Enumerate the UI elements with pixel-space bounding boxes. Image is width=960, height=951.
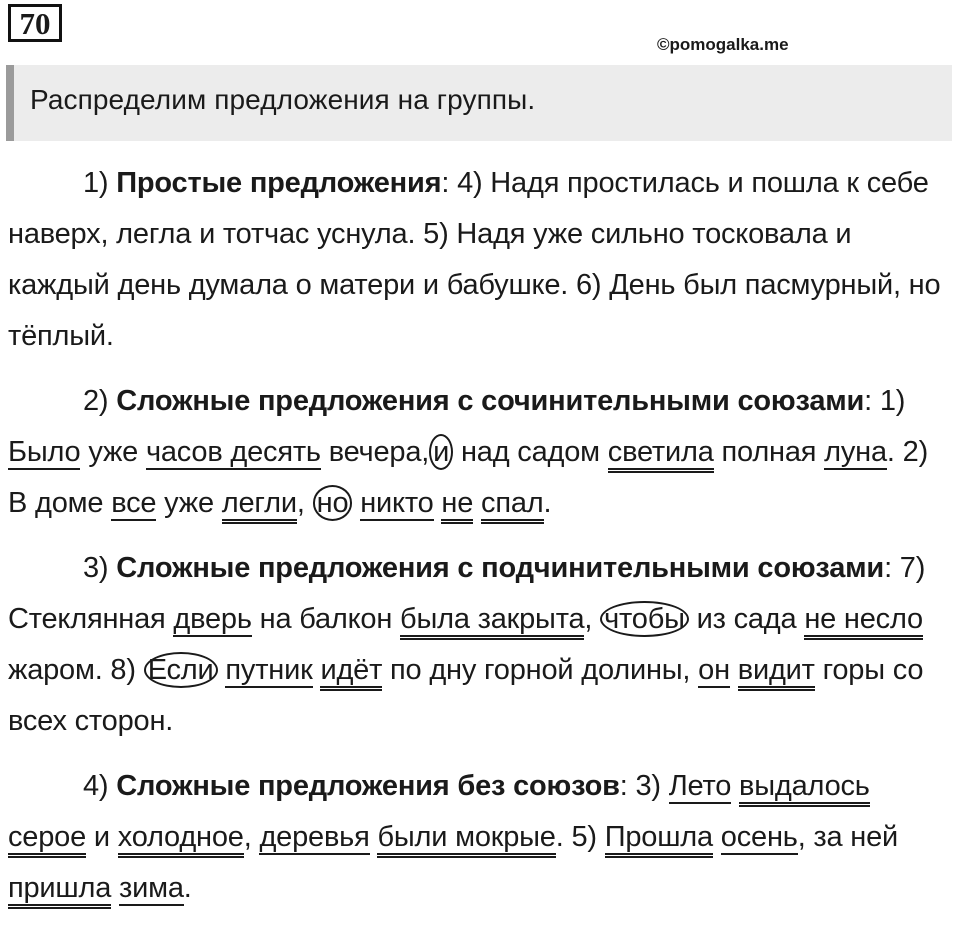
group-index: 3) <box>83 552 109 584</box>
text-fragment: 3) <box>635 770 661 802</box>
text-fragment: 7) Стеклянная <box>8 552 926 635</box>
conjunction-circle: чтобы <box>600 601 689 637</box>
text-fragment: . <box>543 487 552 519</box>
conjunction-circle: и <box>429 434 453 470</box>
subject-underline: часов десять <box>145 436 321 468</box>
sentence-5: 5) Надя уже сильно тосковала и каждый день думала о матери и бабушке. <box>8 218 852 301</box>
predicate-underline: светила <box>608 436 714 473</box>
group-index: 2) <box>83 385 109 417</box>
group-title: Сложные предложения без союзов <box>116 770 620 802</box>
subject-underline: Было <box>8 436 81 468</box>
text-fragment: , <box>296 487 305 519</box>
text-fragment: из сада <box>696 603 797 635</box>
predicate-underline: были мокрые <box>377 821 555 858</box>
subject-underline: деревья <box>259 821 370 853</box>
text-fragment: полная <box>721 436 817 468</box>
group-compound-asyndetic <box>8 761 954 914</box>
subject-underline: он <box>698 654 730 686</box>
watermark: ©pomogalka.me <box>657 35 789 54</box>
group-title: Сложные предложения с сочинительными союзами <box>116 385 865 417</box>
text-fragment: и <box>93 821 110 853</box>
text-fragment: . 5) <box>555 821 597 853</box>
colon: : <box>864 385 872 417</box>
sentence-6: 6) День был пасмурный, но тёплый. <box>8 269 941 352</box>
sentence-4: 4) Надя простилась и пошла к себе наверх, легла и тотчас уснула. <box>8 167 929 250</box>
text-fragment: 1) <box>879 385 906 417</box>
subject-underline: все <box>111 487 157 519</box>
group-compound-subordinating <box>8 543 954 747</box>
colon: : <box>441 167 450 199</box>
subject-underline: луна <box>824 436 887 468</box>
text-fragment: уже <box>88 436 139 468</box>
predicate-underline: выдалось серое <box>8 770 870 858</box>
predicate-underline: не несло <box>804 603 923 640</box>
subject-underline: никто <box>360 487 434 519</box>
text-fragment: вечера, <box>328 436 430 468</box>
text-fragment: жаром. 8) <box>8 654 136 686</box>
text-fragment: , <box>243 821 252 853</box>
predicate-underline: не <box>441 487 473 524</box>
text-fragment: . <box>183 872 192 904</box>
predicate-underline: легли <box>222 487 297 524</box>
group-index: 1) <box>83 167 109 199</box>
subject-underline: осень <box>720 821 798 853</box>
group-compound-coordinating <box>8 376 954 529</box>
text-fragment: , за ней <box>797 821 899 853</box>
predicate-underline: пришла <box>8 872 111 909</box>
conjunction-circle: Если <box>144 652 218 688</box>
predicate-underline: видит <box>738 654 815 691</box>
text-fragment: по дну горной долины, <box>390 654 691 686</box>
conjunction-circle: но <box>313 485 353 521</box>
subject-underline: дверь <box>173 603 252 635</box>
subject-underline: Лето <box>668 770 732 802</box>
text-fragment: . 2) В доме <box>8 436 929 519</box>
text-fragment: на балкон <box>259 603 393 635</box>
group-simple <box>8 158 954 362</box>
predicate-underline: идёт <box>320 654 382 691</box>
group-title: Простые предложения <box>116 167 442 199</box>
text-fragment: над садом <box>460 436 600 468</box>
task-banner <box>6 65 952 141</box>
predicate-underline: спал <box>481 487 543 524</box>
text-fragment: уже <box>164 487 214 519</box>
group-title: Сложные предложения с подчинительными союзами <box>116 552 885 584</box>
colon: : <box>619 770 628 802</box>
exercise-number: 70 <box>8 4 62 42</box>
predicate-underline: была закрыта <box>400 603 584 640</box>
text-fragment: горы со всех сторон. <box>8 654 924 737</box>
group-index: 4) <box>83 770 109 802</box>
predicate-underline: холодное <box>118 821 244 858</box>
answer-text <box>8 158 954 928</box>
subject-underline: путник <box>225 654 313 686</box>
text-fragment: , <box>584 603 593 635</box>
colon: : <box>884 552 892 584</box>
subject-underline: зима <box>119 872 184 904</box>
task-text: Распределим предложения на группы. <box>30 84 536 115</box>
predicate-underline: Прошла <box>605 821 713 858</box>
